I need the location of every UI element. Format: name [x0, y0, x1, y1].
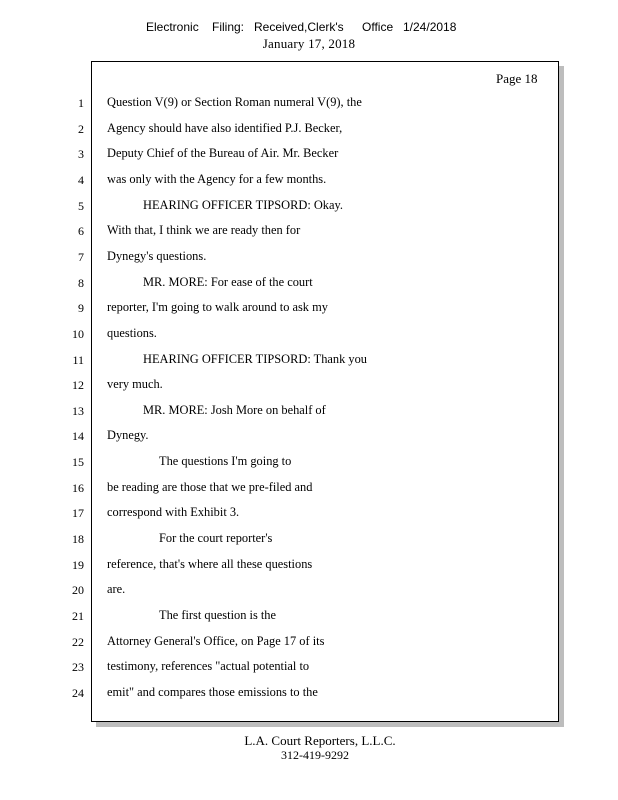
line-number: 12 [72, 378, 84, 393]
line-text: be reading are those that we pre-filed and [107, 479, 313, 494]
transcript-line [0, 197, 618, 215]
line-number: 10 [72, 326, 84, 341]
transcript-line [0, 376, 618, 394]
transcript-line [0, 427, 618, 445]
transcript-line [0, 530, 618, 548]
line-number: 13 [72, 403, 84, 418]
line-text: HEARING OFFICER TIPSORD: Okay. [143, 197, 343, 212]
line-number: 18 [72, 532, 84, 546]
transcript-line [0, 453, 618, 471]
transcript-line [0, 633, 618, 651]
transcript-line [0, 581, 618, 599]
line-number: 23 [72, 660, 84, 675]
line-number: 3 [78, 147, 84, 162]
line-text: Dynegy's questions. [107, 248, 207, 263]
page-number: Page 18 [496, 71, 538, 86]
line-number: 21 [72, 609, 84, 623]
line-text: Dynegy. [107, 428, 149, 443]
transcript-line [0, 248, 618, 266]
filing-stamp [0, 20, 618, 36]
stamp-date: 1/24/2018 [403, 20, 457, 34]
line-text: For the court reporter's [159, 531, 273, 545]
line-text: questions. [107, 325, 157, 340]
transcript-line [0, 171, 618, 189]
transcript-line [0, 402, 618, 420]
line-text: correspond with Exhibit 3. [107, 505, 240, 520]
line-number: 5 [78, 198, 84, 213]
hearing-date: January 17, 2018 [262, 36, 356, 51]
line-text: MR. MORE: Josh More on behalf of [143, 402, 326, 417]
transcript-line [0, 556, 618, 574]
line-number: 4 [78, 172, 84, 187]
line-number: 8 [78, 275, 84, 290]
transcript-line [0, 351, 618, 369]
transcript-line [0, 120, 618, 138]
line-text: Agency should have also identified P.J. Becker, [107, 120, 343, 135]
stamp-word: Electronic [146, 20, 199, 34]
line-text: emit" and compares those emissions to the [107, 684, 318, 699]
line-text: Attorney General's Office, on Page 17 of its [107, 633, 325, 648]
footer-phone: 312-419-9292 [281, 748, 349, 762]
line-text: The questions I'm going to [159, 454, 292, 469]
line-number: 20 [72, 583, 84, 598]
line-number: 17 [72, 506, 84, 521]
line-number: 6 [78, 224, 84, 239]
stamp-word: Received,Clerk's [254, 20, 344, 34]
transcript-line [0, 479, 618, 497]
transcript-line [0, 274, 618, 292]
line-text: testimony, references "actual potential to [107, 659, 310, 674]
transcript-line [0, 222, 618, 240]
transcript-line [0, 607, 618, 625]
transcript-line [0, 325, 618, 343]
line-text: reference, that's where all these questions [107, 556, 313, 571]
stamp-word: Office [362, 20, 394, 34]
line-text: With that, I think we are ready then for [107, 223, 301, 238]
line-text: MR. MORE: For ease of the court [143, 274, 313, 289]
line-number: 1 [78, 96, 84, 110]
line-text: was only with the Agency for a few months. [107, 171, 327, 186]
line-text: Deputy Chief of the Bureau of Air. Mr. Becker [107, 146, 339, 161]
line-number: 11 [72, 352, 84, 367]
line-text: Question V(9) or Section Roman numeral V(9), the [107, 95, 362, 109]
line-number: 14 [72, 429, 84, 444]
line-text: HEARING OFFICER TIPSORD: Thank you [143, 351, 367, 366]
line-number: 2 [78, 121, 84, 136]
line-number: 24 [72, 685, 84, 700]
line-text: very much. [107, 377, 163, 392]
line-text: The first question is the [159, 608, 277, 622]
transcript-line [0, 94, 618, 112]
stamp-word: Filing: [212, 20, 245, 34]
line-text: are. [107, 582, 126, 597]
line-number: 9 [78, 301, 84, 316]
transcript-line [0, 504, 618, 522]
line-number: 16 [72, 480, 84, 495]
transcript-line [0, 684, 618, 702]
footer-company: L.A. Court Reporters, L.L.C. [244, 733, 396, 748]
line-number: 7 [78, 249, 84, 264]
line-number: 15 [72, 455, 84, 470]
transcript-line [0, 658, 618, 676]
line-number: 22 [72, 634, 84, 649]
line-text: reporter, I'm going to walk around to ask my [107, 300, 328, 315]
transcript-line [0, 299, 618, 317]
line-number: 19 [72, 557, 84, 572]
transcript-line [0, 145, 618, 163]
